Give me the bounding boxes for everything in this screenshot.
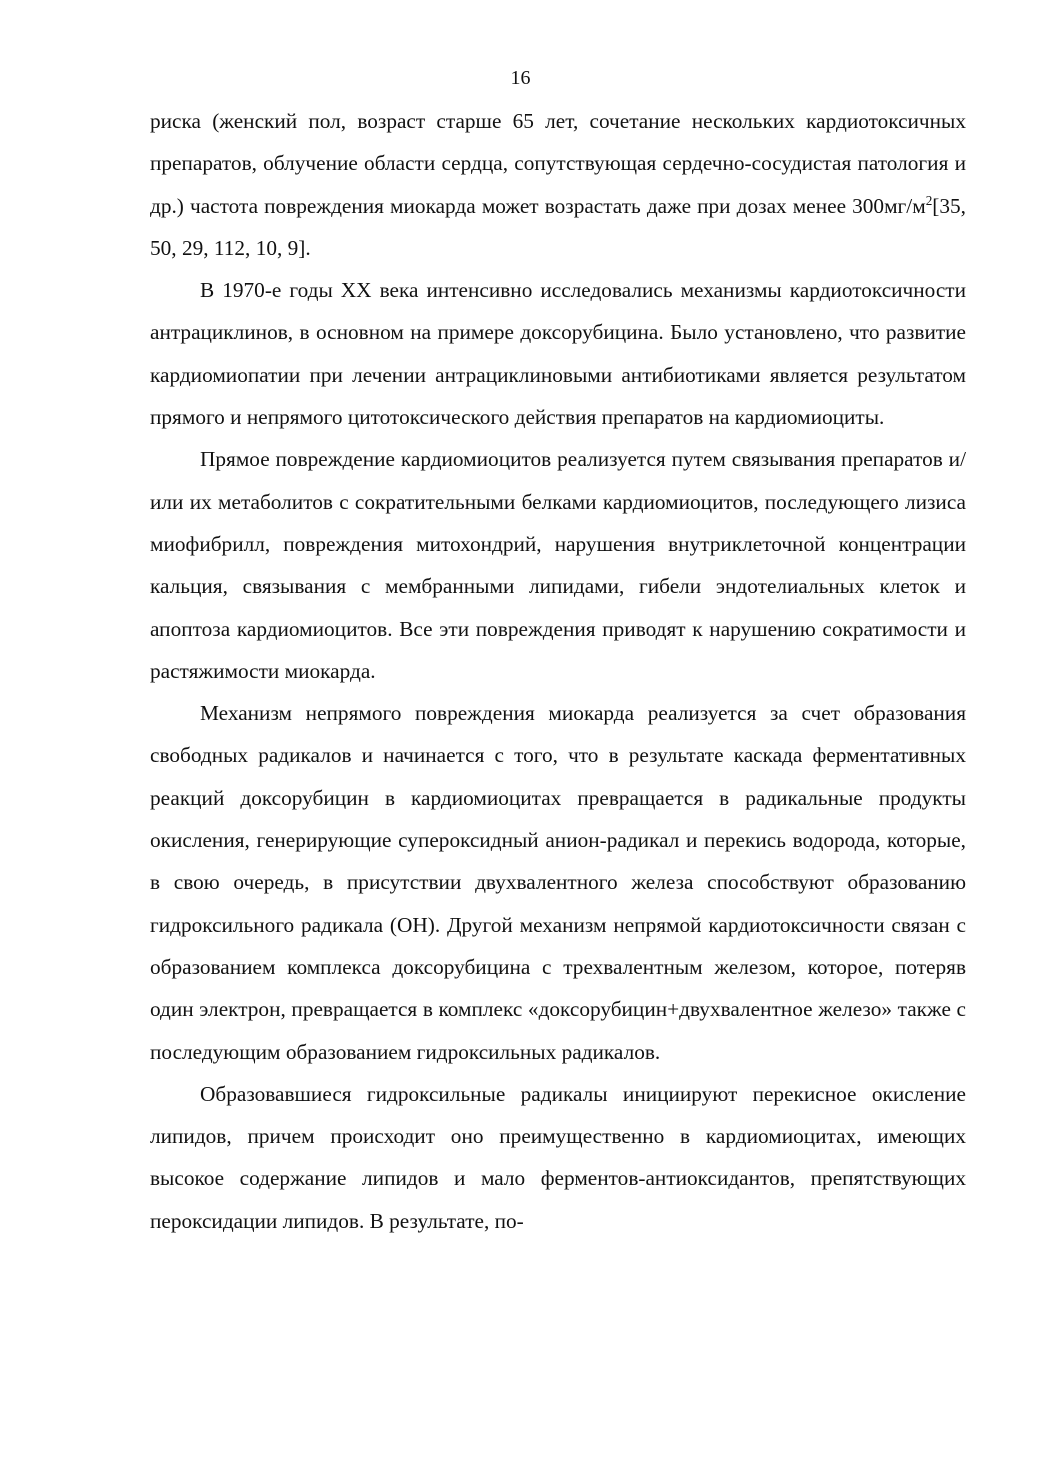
body-text <box>150 100 966 1242</box>
paragraph: Образовавшиеся гидроксильные радикалы инициируют перекисное окисление липидов, причем происходит оно преимущественно в кардиомиоцитах, имеющих высокое содержание липидов и мало ферментов-антиоксидантов, препятствующих пероксидации липидов. В результате, по- <box>150 1081 966 1233</box>
paragraph-text: риска (женский пол, возраст старше 65 лет, сочетание нескольких кардиотоксичных препаратов, облучение области сердца, сопутствующая сердечно-сосудистая патология и др.) частота повреждения миокарда может возрастать даже при дозах менее 300мг/м <box>150 109 966 218</box>
paragraph: Механизм непрямого повреждения миокарда реализуется за счет образования свободных радикалов и начинается с того, что в результате каскада ферментативных реакций доксорубицин в кардиомиоцитах превращается в радикальные продукты окисления, генерирующие супероксидный анион-радикал и перекись водорода, которые, в свою очередь, в присутствии двухвалентного железа способствуют образованию гидроксильного радикала (ОН). Другой механизм непрямой кардиотоксичности связан с образованием комплекса доксорубицина с трехвалентным железом, которое, потеряв один электрон, превращается в комплекс «доксорубицин+двухвалентное железо» также с последующим образованием гидроксильных радикалов. <box>150 701 966 1064</box>
citation: [35, 50, 29, 112, 10, 9]. <box>150 193 966 260</box>
paragraph-continued <box>150 100 966 269</box>
page-number: 16 <box>510 67 531 89</box>
superscript: 2 <box>925 192 933 208</box>
paragraph: Прямое повреждение кардиомиоцитов реализуется путем связывания препаратов и/или их метаболитов с сократительными белками кардиомиоцитов, последующего лизиса миофибрилл, повреждения митохондрий, нарушения внутриклеточной концентрации кальция, связывания с мембранными липидами, гибели эндотелиальных клеток и апоптоза кардиомиоцитов. Все эти повреждения приводят к нарушению сократимости и растяжимости миокарда. <box>150 447 966 683</box>
paragraph: В 1970-е годы ХХ века интенсивно исследовались механизмы кардиотоксичности антрациклинов, в основном на примере доксорубицина. Было установлено, что развитие кардиомиопатии при лечении антрациклиновыми антибиотиками является результатом прямого и непрямого цитотоксического действия препаратов на кардиомиоциты. <box>150 278 966 430</box>
